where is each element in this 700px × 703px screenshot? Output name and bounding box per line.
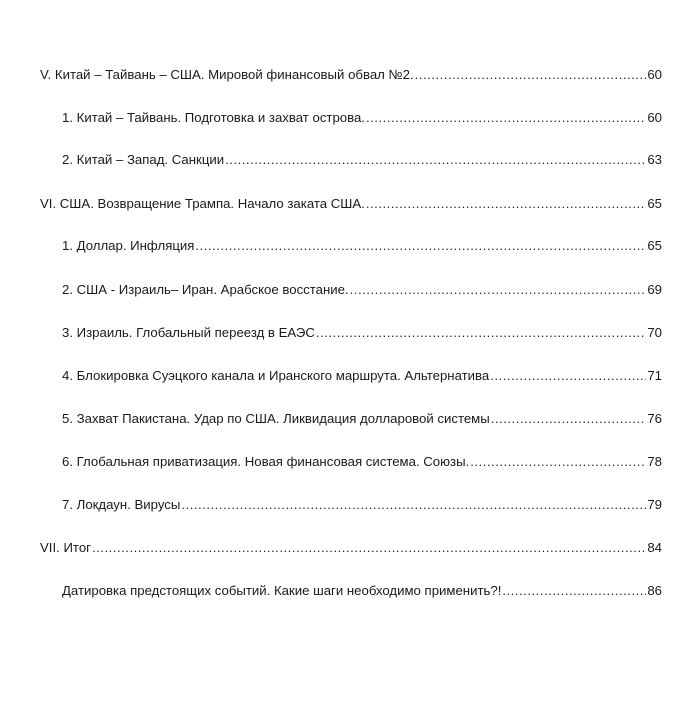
toc-entry-section-v[interactable] [40,66,662,84]
toc-dot-leader [470,453,646,471]
toc-entry-title: VII. Итог [40,540,91,555]
toc-page-number: 84 [647,540,662,555]
toc-page-number: 70 [647,325,662,340]
toc-entry-title: 5. Захват Пакистана. Удар по США. Ликвидация долларовой системы [62,411,490,426]
toc-page-number: 60 [647,67,662,82]
toc-entry-title: VI. США. Возвращение Трампа. Начало заката США. [40,196,365,211]
toc-entry-v-2[interactable] [62,151,662,169]
toc-entry-vi-5[interactable] [62,410,662,428]
toc-page-number: 65 [647,238,662,253]
toc-entry-vi-7[interactable] [62,496,662,514]
toc-dot-leader [92,539,646,557]
toc-entry-section-vii[interactable] [40,539,662,557]
toc-page-number: 69 [647,282,662,297]
toc-dot-leader [316,324,646,342]
toc-entry-title: V. Китай – Тайвань – США. Мировой финансовый обвал №2. [40,67,414,82]
toc-dot-leader [366,195,647,213]
toc-dot-leader [350,281,647,299]
toc-page-number: 60 [647,110,662,125]
toc-dot-leader [502,582,646,600]
toc-page-number: 71 [647,368,662,383]
toc-entry-vi-6[interactable] [62,453,662,471]
toc-entry-title: 3. Израиль. Глобальный переезд в ЕАЭС [62,325,315,340]
toc-page-number: 86 [647,583,662,598]
toc-entry-v-1[interactable] [62,109,662,127]
toc-entry-title: 1. Китай – Тайвань. Подготовка и захват острова. [62,110,365,125]
toc-page-number: 65 [647,196,662,211]
toc-entry-vi-2[interactable] [62,281,662,299]
toc-entry-vi-4[interactable] [62,367,662,385]
toc-entry-vi-3[interactable] [62,324,662,342]
toc-entry-title: 6. Глобальная приватизация. Новая финансовая система. Союзы. [62,454,470,469]
toc-entry-title: Датировка предстоящих событий. Какие шаги необходимо применить?! [62,583,502,598]
toc-dot-leader [491,410,647,428]
toc-dot-leader [195,237,646,255]
toc-entry-title: 7. Локдаун. Вирусы [62,497,181,512]
toc-entry-dating[interactable] [62,582,662,600]
toc-page-number: 76 [647,411,662,426]
toc-entry-section-vi[interactable] [40,195,662,213]
toc-entry-title: 4. Блокировка Суэцкого канала и Иранского маршрута. Альтернатива [62,368,490,383]
toc-entry-title: 2. Китай – Запад. Санкции [62,152,225,167]
toc-page-number: 79 [647,497,662,512]
toc-page-number: 78 [647,454,662,469]
toc-entry-title: 1. Доллар. Инфляция [62,238,195,253]
toc-dot-leader [415,66,647,84]
toc-dot-leader [181,496,646,514]
toc-page-number: 63 [647,152,662,167]
toc-dot-leader [225,151,646,169]
toc-dot-leader [366,109,646,127]
toc-entry-title: 2. США - Израиль– Иран. Арабское восстание. [62,282,349,297]
toc-entry-vi-1[interactable] [62,237,662,255]
toc-dot-leader [490,367,646,385]
